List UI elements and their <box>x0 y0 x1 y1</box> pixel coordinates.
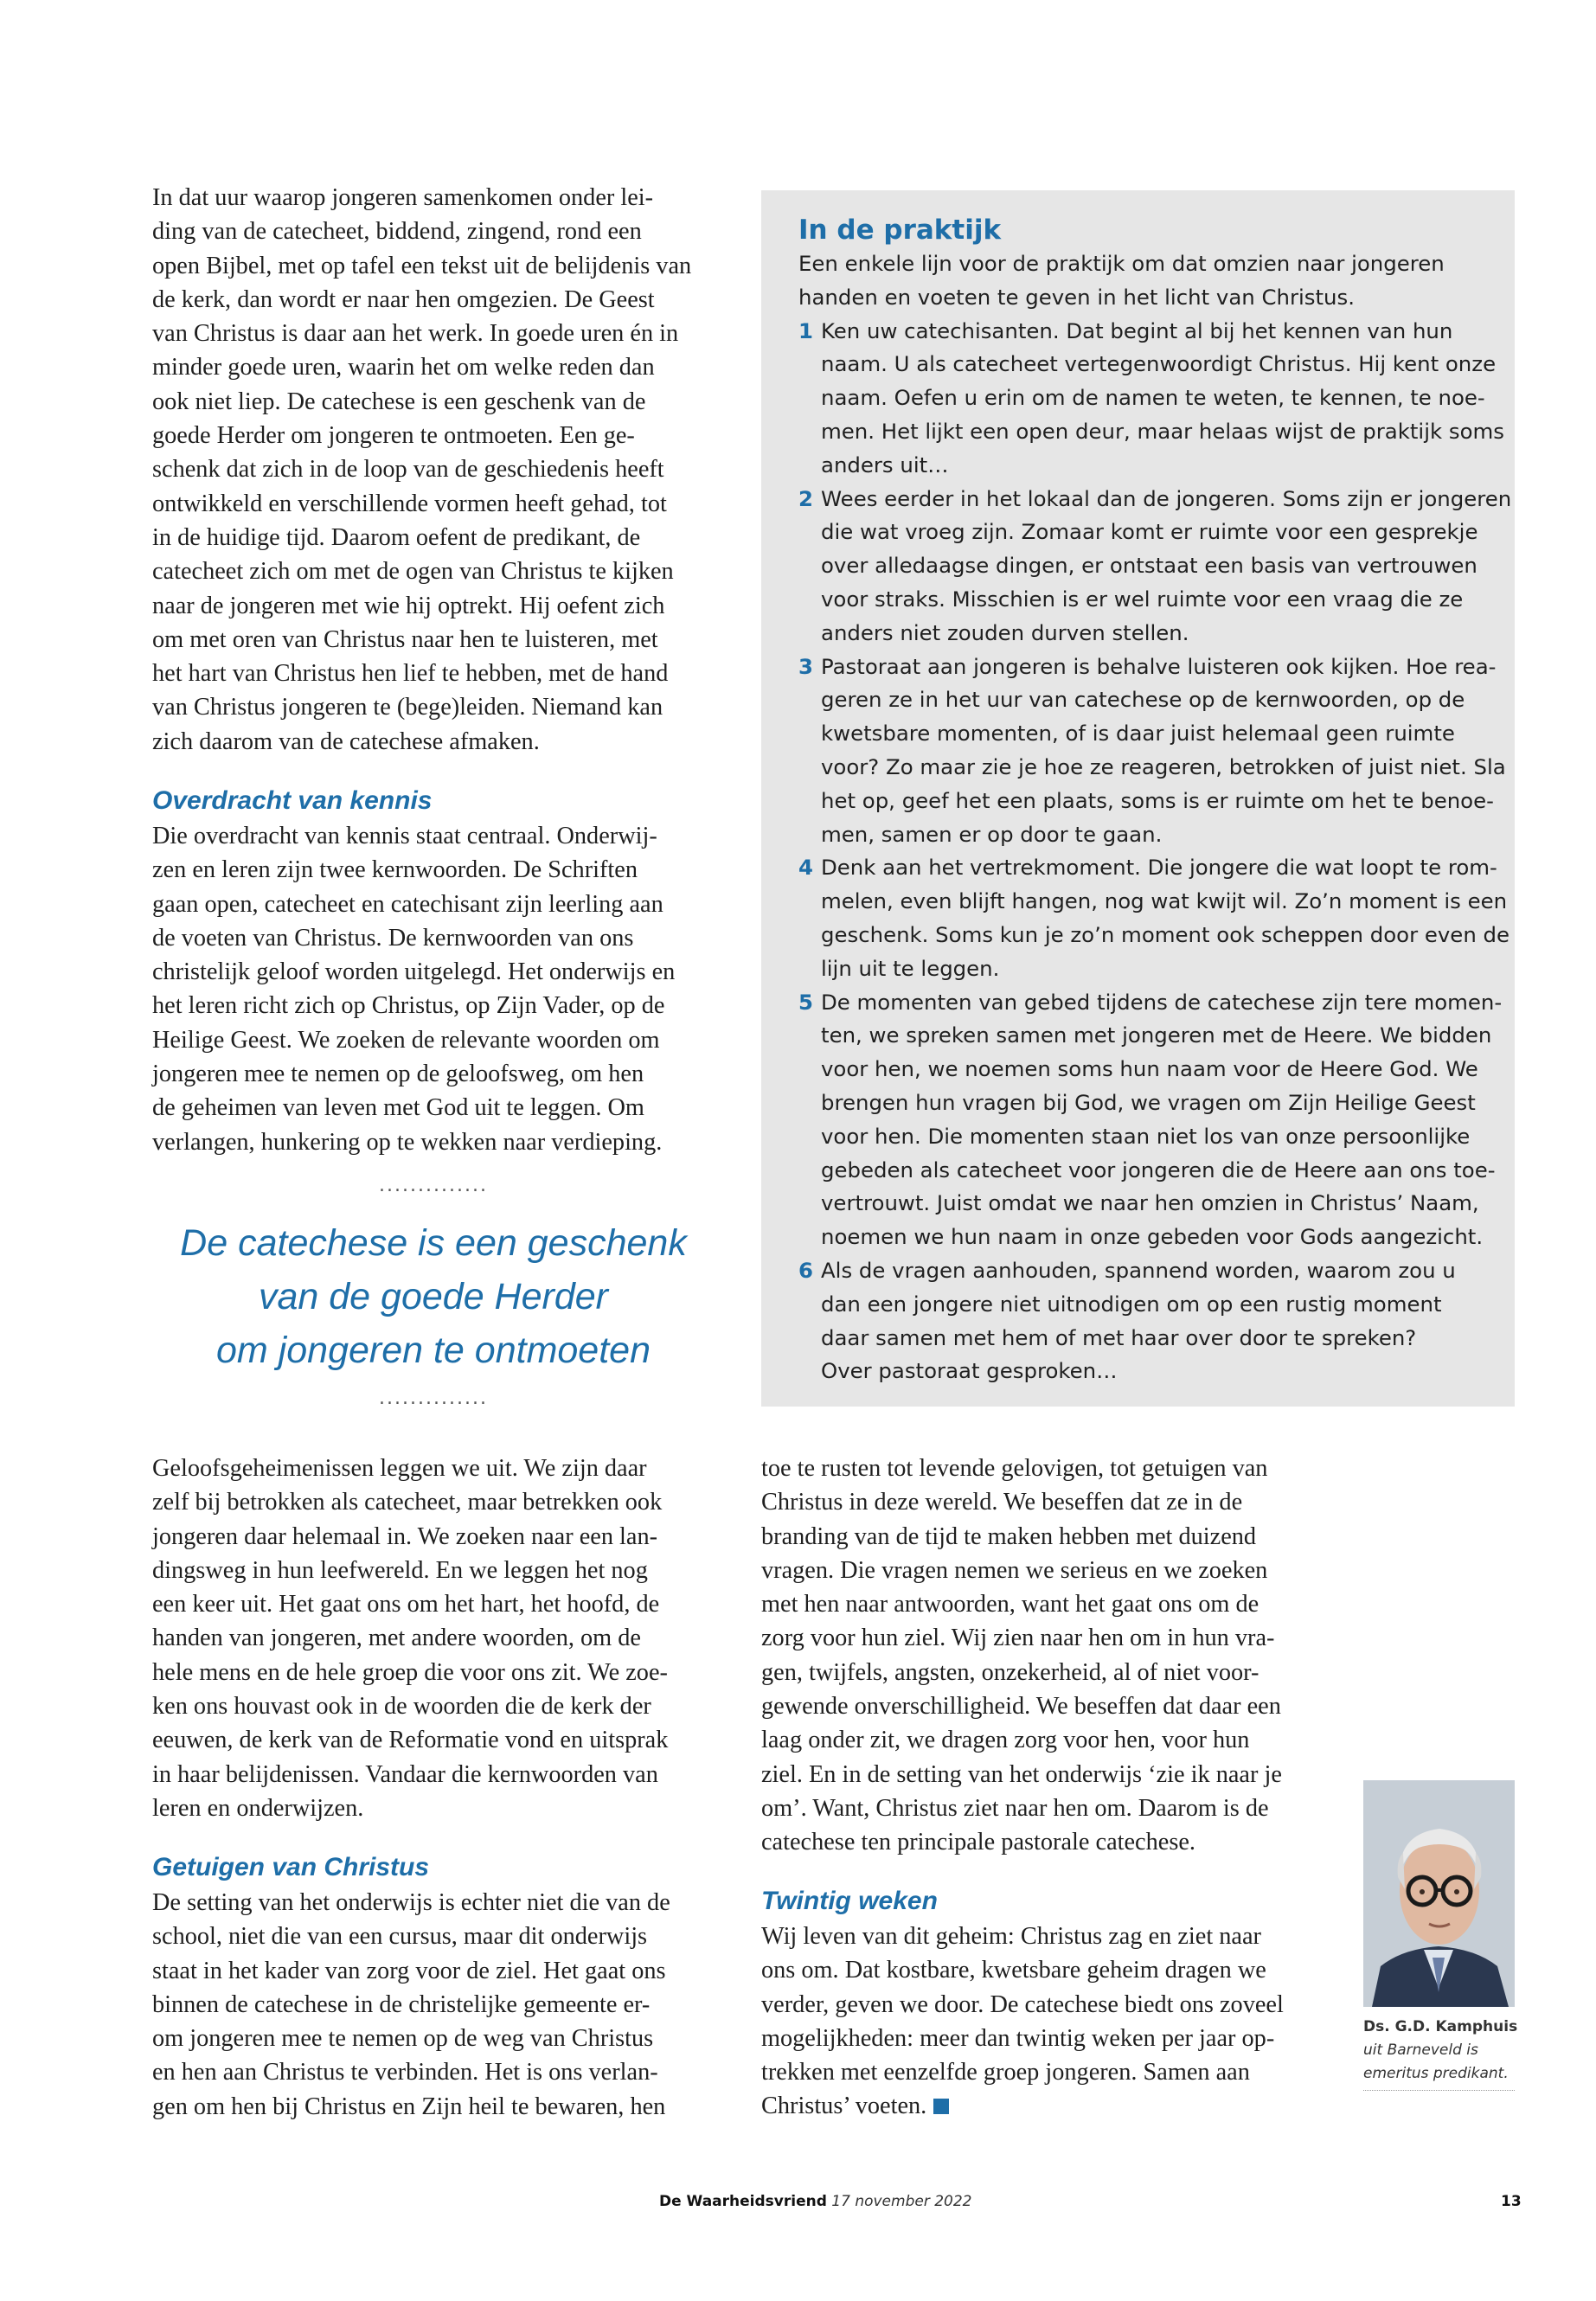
text-line: Geloofsgeheimenissen leggen we uit. We zijn daar <box>152 1455 647 1482</box>
text-line: toe te rusten tot levende gelovigen, tot getuigen van <box>761 1455 1268 1482</box>
text-line: met hen naar antwoorden, want het gaat ons om de <box>761 1591 1259 1618</box>
text-line: goede Herder om jongeren te ontmoeten. Een ge- <box>152 422 635 450</box>
text-line: ding van de catecheet, biddend, zingend, rond een <box>152 218 642 246</box>
text-line: zich daarom van de catechese afmaken. <box>152 727 540 755</box>
text-line: open Bijbel, met op tafel een tekst uit de belijdenis van <box>152 252 692 279</box>
author-name: Ds. G.D. Kamphuis <box>1363 2018 1518 2035</box>
praktijk-item-line: brengen hun vragen bij God, we vragen om Zijn Heilige Geest <box>821 1089 1476 1115</box>
text-line: vragen. Die vragen nemen we serieus en we zoeken <box>761 1556 1268 1584</box>
text-line: ook niet liep. De catechese is een geschenk van de <box>152 388 646 415</box>
text-line: handen en voeten te geven in het licht van Christus. <box>798 284 1355 310</box>
author-line1: uit Barneveld is <box>1363 2041 1478 2059</box>
text-line: gaan open, catecheet en catechisant zijn leerling aan <box>152 890 663 918</box>
text-line-content: Christus’ voeten. <box>761 2093 927 2120</box>
text-line: van Christus is daar aan het werk. In goede uren én in <box>152 320 679 348</box>
text-line: het leren richt zich op Christus, op Zijn Vader, op de <box>152 992 665 1020</box>
text-line: gen, twijfels, angsten, onzekerheid, al of niet voor- <box>761 1658 1259 1686</box>
text-line: laag onder zit, we dragen zorg voor hen, voor hun <box>761 1727 1250 1754</box>
text-line: staat in het kader van zorg voor de ziel. Het gaat ons <box>152 1957 666 1984</box>
footer-publication <box>659 2193 971 2210</box>
text-line: gen om hen bij Christus en Zijn heil te bewaren, hen <box>152 2093 666 2120</box>
text-line: de geheimen van leven met God uit te leggen. Om <box>152 1094 644 1122</box>
praktijk-item-line: ten, we spreken samen met jongeren met de Heere. We bidden <box>821 1022 1492 1048</box>
text-line: dingsweg in hun leefwereld. En we leggen het nog <box>152 1556 648 1584</box>
quote-dots-top: .............. <box>379 1175 488 1196</box>
praktijk-intro <box>798 247 1508 315</box>
praktijk-item-line: Over pastoraat gesproken… <box>821 1358 1118 1384</box>
text-line: In dat uur waarop jongeren samenkomen onder lei- <box>152 184 654 211</box>
praktijk-item-number: 3 <box>798 653 813 679</box>
end-square-icon <box>933 2099 949 2114</box>
text-line: om’. Want, Christus ziet naar hen om. Daarom is de <box>761 1794 1269 1822</box>
praktijk-item <box>798 315 1508 483</box>
col2-bottom-text <box>761 1452 1332 1860</box>
text-line: naar de jongeren met wie hij optrekt. Hij oefent zich <box>152 592 665 619</box>
text-line: De setting van het onderwijs is echter niet die van de <box>152 1889 670 1916</box>
praktijk-item-line: Ken uw catechisanten. Dat begint al bij het kennen van hun <box>821 317 1453 343</box>
praktijk-item-line: geren ze in het uur van catechese op de kernwoorden, op de <box>821 687 1465 713</box>
praktijk-item-number: 4 <box>798 855 813 881</box>
text-line <box>761 2089 1332 2123</box>
praktijk-item-line: Als de vragen aanhouden, spannend worden, waarom zou u <box>821 1257 1456 1283</box>
praktijk-item-line: men, samen er op door te gaan. <box>821 821 1163 847</box>
text-line: Heilige Geest. We zoeken de relevante woorden om <box>152 1026 660 1054</box>
text-line: jongeren mee te nemen op de geloofsweg, om hen <box>152 1061 644 1088</box>
praktijk-item-line: dan een jongere niet uitnodigen om op een rustig moment <box>821 1291 1442 1317</box>
text-line: ontwikkeld en verschillende vormen heeft gehad, tot <box>152 490 667 517</box>
footer-title: De Waarheidsvriend <box>659 2193 827 2210</box>
praktijk-item-line: geschenk. Soms kun je zo’n moment ook scheppen door even de <box>821 921 1510 947</box>
praktijk-item-line: voor? Zo maar zie je hoe ze reageren, betrokken of juist niet. Sla <box>821 753 1506 779</box>
author-photo <box>1363 1780 1515 2007</box>
text-line: de voeten van Christus. De kernwoorden van ons <box>152 924 634 952</box>
text-line: branding van de tijd te maken hebben met duizend <box>761 1522 1257 1550</box>
praktijk-item-number: 1 <box>798 317 813 343</box>
text-line: eeuwen, de kerk van de Reformatie vond en uitsprak <box>152 1727 669 1754</box>
praktijk-item-line: vertrouwt. Juist omdat we naar hen omzien in Christus’ Naam, <box>821 1190 1479 1216</box>
text-line: gewende onverschilligheid. We beseffen dat daar een <box>761 1693 1281 1721</box>
text-line: ziel. En in de setting van het onderwijs ‘zie ik naar je <box>761 1760 1282 1788</box>
praktijk-item-number: 2 <box>798 485 813 511</box>
footer-date: 17 november 2022 <box>831 2193 972 2210</box>
praktijk-item <box>798 483 1512 651</box>
praktijk-item-line: naam. U als catecheet vertegenwoordigt Christus. Hij kent onze <box>821 351 1497 377</box>
text-line: van de goede Herder <box>258 1276 608 1317</box>
text-line: hele mens en de hele groep die voor ons zit. We zoe- <box>152 1658 668 1686</box>
pull-quote <box>152 1216 715 1377</box>
overdracht-text <box>152 819 723 1159</box>
praktijk-item-number: 5 <box>798 989 813 1015</box>
text-line: ken ons houvast ook in de woorden die de kerk der <box>152 1693 651 1721</box>
praktijk-box <box>761 190 1515 1407</box>
praktijk-item-line: die wat vroeg zijn. Zomaar komt er ruimte voor een gesprekje <box>821 519 1478 545</box>
text-line: verder, geven we door. De catechese biedt ons zoveel <box>761 1990 1284 2018</box>
text-line: ons om. Dat kostbare, kwetsbare geheim dragen we <box>761 1957 1266 1984</box>
text-line: handen van jongeren, met andere woorden, om de <box>152 1625 641 1652</box>
praktijk-item-number: 6 <box>798 1257 813 1283</box>
text-line: zelf bij betrokken als catecheet, maar betrekken ook <box>152 1489 663 1516</box>
praktijk-item-line: gebeden als catecheet voor jongeren die de Heere aan ons toe- <box>821 1157 1496 1183</box>
praktijk-content <box>798 247 1512 1388</box>
text-line: om met oren van Christus naar hen te luisteren, met <box>152 625 658 653</box>
text-line: in de huidige tijd. Daarom oefent de predikant, de <box>152 523 641 551</box>
text-line: catechese ten principale pastorale catechese. <box>761 1829 1195 1856</box>
praktijk-item-line: over alledaagse dingen, er ontstaat een basis van vertrouwen <box>821 553 1477 579</box>
text-line: in haar belijdenissen. Vandaar die kernwoorden van <box>152 1760 658 1788</box>
text-line: schenk dat zich in de loop van de geschiedenis heeft <box>152 456 664 484</box>
text-line: om jongeren te ontmoeten <box>216 1330 651 1371</box>
text-line: om jongeren mee te nemen op de weg van Christus <box>152 2025 654 2053</box>
text-line: Wij leven van dit geheim: Christus zag en ziet naar <box>761 1923 1261 1950</box>
text-line: leren en onderwijzen. <box>152 1794 364 1822</box>
portrait-illustration <box>1363 1780 1515 2007</box>
getuigen-text <box>152 1886 723 2124</box>
text-line: en hen aan Christus te verbinden. Het is ons verlan- <box>152 2059 658 2086</box>
praktijk-item-line: voor hen. Die momenten staan niet los van onze persoonlijke <box>821 1123 1471 1149</box>
text-line: de kerk, dan wordt er naar hen omgezien. De Geest <box>152 285 655 313</box>
text-line: school, niet die van een cursus, maar dit onderwijs <box>152 1923 648 1951</box>
praktijk-item-line: men. Het lijkt een open deur, maar helaas wijst de praktijk soms <box>821 418 1504 444</box>
author-line2: emeritus predikant. <box>1363 2065 1509 2082</box>
praktijk-list <box>798 315 1512 1389</box>
praktijk-item-line: melen, even blijft hangen, nog wat kwijt wil. Zo’n moment is een <box>821 888 1508 914</box>
col1-top-text <box>152 181 723 759</box>
text-line: zorg voor hun ziel. Wij zien naar hen om in hun vra- <box>761 1625 1275 1652</box>
praktijk-item-line: Wees eerder in het lokaal dan de jongeren. Soms zijn er jongeren <box>821 485 1512 511</box>
praktijk-title: In de praktijk <box>798 215 1002 246</box>
heading-twintig: Twintig weken <box>761 1887 938 1915</box>
text-line: christelijk geloof worden uitgelegd. Het onderwijs en <box>152 958 676 986</box>
text-line: catecheet zich om met de ogen van Christus te kijken <box>152 558 674 586</box>
quote-dots-bottom: .............. <box>379 1388 488 1409</box>
text-line: Die overdracht van kennis staat centraal. Onderwij- <box>152 823 657 849</box>
praktijk-item-line: kwetsbare momenten, of is daar juist helemaal geen ruimte <box>821 721 1455 747</box>
heading-getuigen: Getuigen van Christus <box>152 1853 430 1881</box>
text-line: van Christus jongeren te (bege)leiden. Niemand kan <box>152 694 663 721</box>
praktijk-item-line: daar samen met hem of met haar over door te spreken? <box>821 1324 1417 1350</box>
praktijk-item <box>798 651 1508 852</box>
praktijk-item-line: voor straks. Misschien is er wel ruimte voor een vraag die ze <box>821 586 1464 612</box>
text-line: De catechese is een geschenk <box>180 1222 687 1264</box>
text-line: het hart van Christus hen lief te hebben, met de hand <box>152 660 669 688</box>
author-caption <box>1363 2016 1519 2086</box>
text-line: zen en leren zijn twee kernwoorden. De Schriften <box>152 856 638 884</box>
praktijk-item-line: Denk aan het vertrekmoment. Die jongere die wat loopt te rom- <box>821 855 1497 881</box>
praktijk-item <box>798 1254 1508 1388</box>
praktijk-item-line: anders niet zouden durven stellen. <box>821 619 1189 645</box>
text-line: minder goede uren, waarin het om welke reden dan <box>152 354 655 381</box>
text-line: trekken met eenzelfde groep jongeren. Samen aan <box>761 2059 1250 2086</box>
twintig-text <box>761 1920 1332 2124</box>
praktijk-item-line: noemen we hun naam in onze gebeden voor Gods aangezicht. <box>821 1224 1484 1250</box>
praktijk-item-line: het op, geef het een plaats, soms is er ruimte om het te benoe- <box>821 787 1494 813</box>
text-line: Christus in deze wereld. We beseffen dat ze in de <box>761 1489 1243 1516</box>
praktijk-item-line: De momenten van gebed tijdens de catechese zijn tere momen- <box>821 989 1503 1015</box>
col1-bottom-text <box>152 1452 723 1825</box>
praktijk-item-line: voor hen, we noemen soms hun naam voor de Heere God. We <box>821 1056 1478 1082</box>
text-line: mogelijkheden: meer dan twintig weken per jaar op- <box>761 2024 1275 2052</box>
text-line: binnen de catechese in de christelijke gemeente er- <box>152 1990 651 2018</box>
heading-overdracht: Overdracht van kennis <box>152 786 433 815</box>
praktijk-item-line: Pastoraat aan jongeren is behalve luisteren ook kijken. Hoe rea- <box>821 653 1497 679</box>
praktijk-item <box>798 851 1508 985</box>
text-line: Een enkele lijn voor de praktijk om dat omzien naar jongeren <box>798 251 1445 276</box>
text-line: een keer uit. Het gaat ons om het hart, het hoofd, de <box>152 1591 660 1618</box>
praktijk-item-line: anders uit… <box>821 452 949 478</box>
praktijk-item <box>798 986 1508 1254</box>
text-line: verlangen, hunkering op te wekken naar verdieping. <box>152 1128 663 1156</box>
text-line: jongeren daar helemaal in. We zoeken naar een lan- <box>152 1522 658 1550</box>
caption-divider <box>1363 2090 1515 2091</box>
page-number: 13 <box>1501 2193 1522 2210</box>
praktijk-item-line: lijn uit te leggen. <box>821 955 1000 981</box>
praktijk-item-line: naam. Oefen u erin om de namen te weten, te kennen, te noe- <box>821 385 1485 411</box>
